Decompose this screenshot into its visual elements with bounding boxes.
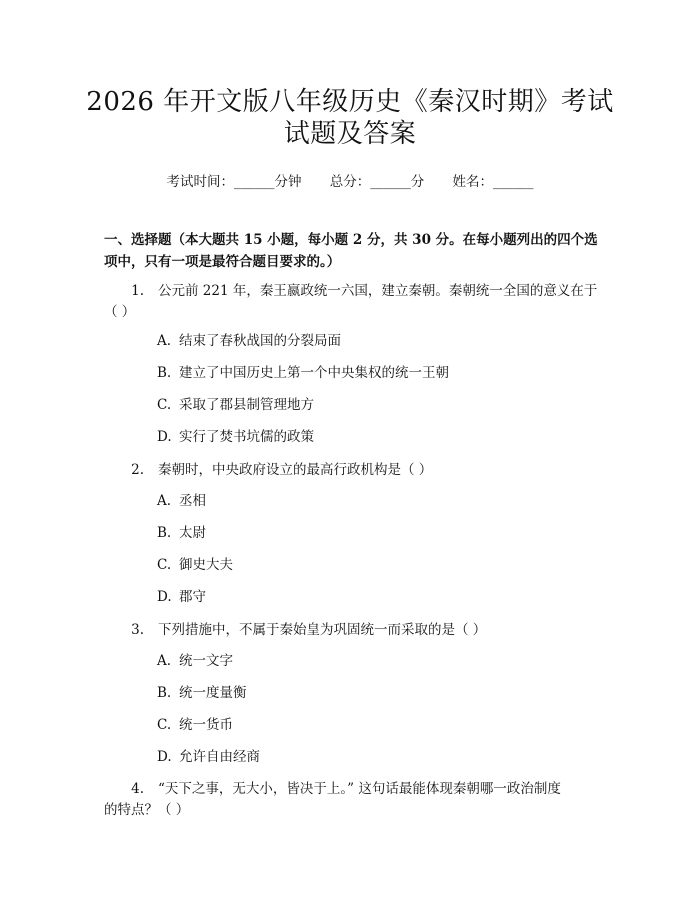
exam-time: 考试时间：______分钟 xyxy=(166,174,302,190)
option-text: 统一度量衡 xyxy=(179,685,247,701)
question-1-stem-cont: （ ） xyxy=(104,304,136,320)
option-letter: B. xyxy=(157,365,172,381)
option-a xyxy=(157,651,233,671)
question-2 xyxy=(104,459,604,481)
question-stem: 下列措施中，不属于秦始皇为巩固统一而采取的是（ ） xyxy=(158,622,487,638)
question-stem: 秦朝时，中央政府设立的最高行政机构是（ ） xyxy=(158,462,433,478)
question-number: 1. xyxy=(131,283,144,299)
exam-title-line2: 试题及答案 xyxy=(283,119,417,149)
option-text: 允许自由经商 xyxy=(179,749,260,765)
option-text: 结束了春秋战国的分裂局面 xyxy=(179,333,341,349)
option-c xyxy=(157,395,314,415)
option-text: 统一文字 xyxy=(179,653,233,669)
option-letter: C. xyxy=(157,717,172,733)
option-a xyxy=(157,491,206,511)
option-d xyxy=(157,747,260,767)
exam-meta xyxy=(0,170,700,190)
question-4 xyxy=(104,778,604,800)
question-number: 2. xyxy=(131,462,144,478)
option-text: 实行了焚书坑儒的政策 xyxy=(179,429,314,445)
option-letter: B. xyxy=(157,525,172,541)
option-a xyxy=(157,331,341,351)
option-letter: B. xyxy=(157,685,172,701)
option-letter: C. xyxy=(157,557,172,573)
option-letter: D. xyxy=(157,589,172,605)
total-score: 总分：______分 xyxy=(329,174,425,190)
option-b xyxy=(157,683,247,703)
question-1 xyxy=(104,280,604,302)
student-name: 姓名：______ xyxy=(452,174,534,190)
option-letter: C. xyxy=(157,397,172,413)
option-c xyxy=(157,715,233,735)
option-letter: D. xyxy=(157,749,172,765)
option-text: 采取了郡县制管理地方 xyxy=(179,397,314,413)
option-letter: D. xyxy=(157,429,172,445)
option-text: 统一货币 xyxy=(179,717,233,733)
question-stem: “天下之事，无大小，皆决于上。” 这句话最能体现秦朝哪一政治制度 xyxy=(158,781,561,797)
option-b xyxy=(157,363,449,383)
option-text: 郡守 xyxy=(179,589,206,605)
option-d xyxy=(157,427,314,447)
option-text: 丞相 xyxy=(179,493,206,509)
option-text: 御史大夫 xyxy=(179,557,233,573)
section-heading: 一、选择题（本大题共 15 小题，每小题 2 分，共 30 分。在每小题列出的四个选项中，只有一项是最符合题目要求的。） xyxy=(104,232,598,270)
option-text: 建立了中国历史上第一个中央集权的统一王朝 xyxy=(179,365,449,381)
option-letter: A. xyxy=(157,653,172,669)
option-d xyxy=(157,587,206,607)
exam-title-line1: 2026 年开文版八年级历史《秦汉时期》考试 xyxy=(86,87,614,117)
question-stem: 公元前 221 年，秦王嬴政统一六国，建立秦朝。秦朝统一全国的意义在于 xyxy=(158,283,598,299)
option-c xyxy=(157,555,233,575)
option-letter: A. xyxy=(157,493,172,509)
question-3 xyxy=(104,619,604,641)
question-number: 3. xyxy=(131,622,144,638)
option-b xyxy=(157,523,206,543)
option-text: 太尉 xyxy=(179,525,206,541)
question-4-stem-cont: 的特点？（ ） xyxy=(104,802,190,818)
question-number: 4. xyxy=(131,781,144,797)
option-letter: A. xyxy=(157,333,172,349)
